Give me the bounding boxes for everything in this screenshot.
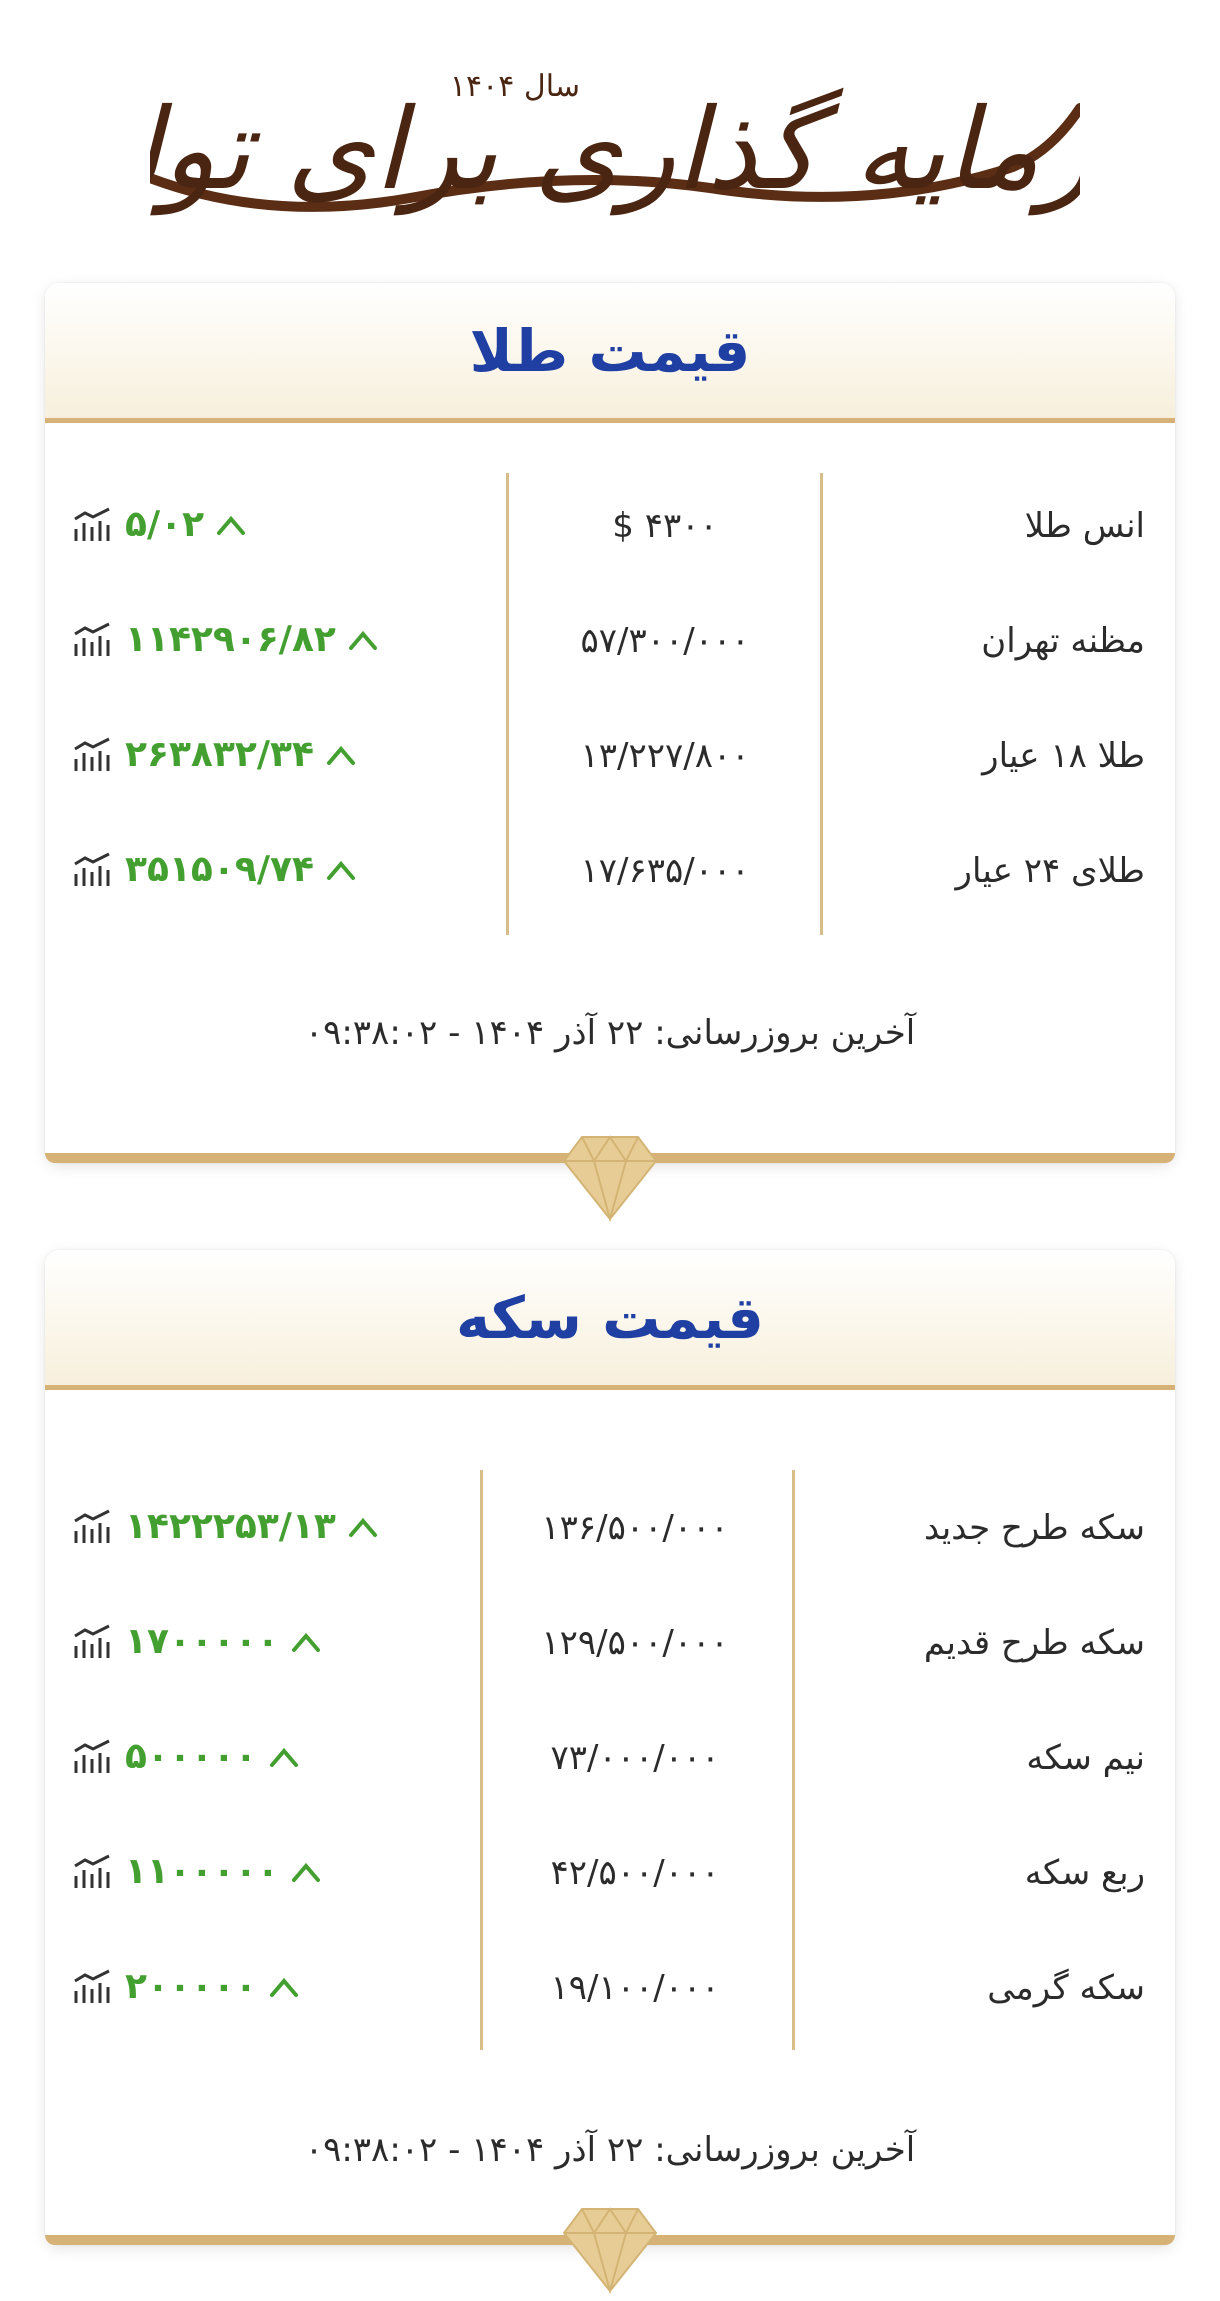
item-name: نیم سکه bbox=[1026, 1738, 1145, 1778]
item-price: ۱۳/۲۲۷/۸۰۰ bbox=[580, 736, 750, 776]
item-name: طلا ۱۸ عیار bbox=[982, 736, 1145, 776]
slogan-banner bbox=[150, 48, 1080, 248]
table-row bbox=[45, 1605, 1175, 1685]
bar-chart-icon[interactable] bbox=[73, 1739, 113, 1775]
item-change bbox=[73, 1506, 378, 1547]
table-row bbox=[45, 1835, 1175, 1915]
change-value: ۱۴۲۲۲۵۳/۱۳ bbox=[125, 1506, 336, 1547]
item-price: ۱۲۹/۵۰۰/۰۰۰ bbox=[541, 1623, 729, 1663]
item-change bbox=[73, 1736, 299, 1777]
coin-card-header bbox=[45, 1250, 1175, 1390]
bar-chart-icon[interactable] bbox=[73, 737, 113, 773]
change-value: ۱۱۰۰۰۰۰ bbox=[125, 1851, 279, 1892]
diamond-icon bbox=[562, 2205, 658, 2295]
item-name: انس طلا bbox=[1024, 506, 1145, 546]
table-row bbox=[45, 1490, 1175, 1570]
item-name: ربع سکه bbox=[1024, 1853, 1145, 1893]
gold-card-header bbox=[45, 283, 1175, 423]
item-name: طلای ۲۴ عیار bbox=[955, 851, 1145, 891]
table-row bbox=[45, 1950, 1175, 2030]
bar-chart-icon[interactable] bbox=[73, 1509, 113, 1545]
coin-price-card bbox=[45, 1250, 1175, 2245]
item-price: ۵۷/۳۰۰/۰۰۰ bbox=[580, 621, 750, 661]
item-change bbox=[73, 1621, 321, 1662]
table-row bbox=[45, 603, 1175, 683]
item-change bbox=[73, 1851, 321, 1892]
chevron-up-icon bbox=[216, 513, 246, 537]
banner-year: سال ۱۴۰۴ bbox=[449, 69, 580, 104]
item-change bbox=[73, 1966, 299, 2007]
item-change bbox=[73, 734, 356, 775]
table-row bbox=[45, 718, 1175, 798]
item-price: ۴۲/۵۰۰/۰۰۰ bbox=[550, 1853, 720, 1893]
diamond-icon bbox=[562, 1133, 658, 1223]
item-change bbox=[73, 504, 246, 545]
bar-chart-icon[interactable] bbox=[73, 1624, 113, 1660]
change-value: ۵/۰۲ bbox=[125, 504, 205, 545]
chevron-up-icon bbox=[348, 628, 378, 652]
banner-slogan: مایه گذاری برای تو bbox=[161, 85, 1040, 215]
gold-card-title: قیمت طلا bbox=[469, 316, 751, 385]
last-updated: آخرین بروزرسانی: ۲۲ آذر ۱۴۰۴ - ۰۹:۳۸:۰۲ bbox=[304, 2130, 916, 2170]
item-price: $ ۴۳۰۰ bbox=[612, 506, 718, 546]
chevron-up-icon bbox=[269, 1975, 299, 1999]
chevron-up-icon bbox=[326, 743, 356, 767]
bar-chart-icon[interactable] bbox=[73, 622, 113, 658]
change-value: ۲۶۳۸۳۲/۳۴ bbox=[125, 734, 314, 775]
item-name: سکه طرح جدید bbox=[923, 1508, 1145, 1548]
table-row bbox=[45, 488, 1175, 568]
chevron-up-icon bbox=[269, 1745, 299, 1769]
item-price: ۱۹/۱۰۰/۰۰۰ bbox=[550, 1968, 720, 2008]
item-change bbox=[73, 849, 356, 890]
item-price: ۱۳۶/۵۰۰/۰۰۰ bbox=[541, 1508, 729, 1548]
table-row bbox=[45, 1720, 1175, 1800]
change-value: ۱۷۰۰۰۰۰ bbox=[125, 1621, 279, 1662]
gold-price-card bbox=[45, 283, 1175, 1163]
chevron-up-icon bbox=[291, 1860, 321, 1884]
item-price: ۷۳/۰۰۰/۰۰۰ bbox=[550, 1738, 720, 1778]
last-updated: آخرین بروزرسانی: ۲۲ آذر ۱۴۰۴ - ۰۹:۳۸:۰۲ bbox=[304, 1013, 916, 1053]
table-row bbox=[45, 833, 1175, 913]
item-name: سکه طرح قدیم bbox=[923, 1623, 1145, 1663]
chevron-up-icon bbox=[348, 1515, 378, 1539]
bar-chart-icon[interactable] bbox=[73, 1854, 113, 1890]
chevron-up-icon bbox=[326, 858, 356, 882]
item-name: سکه گرمی bbox=[987, 1968, 1145, 2008]
bar-chart-icon[interactable] bbox=[73, 507, 113, 543]
change-value: ۲۰۰۰۰۰ bbox=[125, 1966, 257, 2007]
bar-chart-icon[interactable] bbox=[73, 1969, 113, 2005]
item-price: ۱۷/۶۳۵/۰۰۰ bbox=[580, 851, 750, 891]
change-value: ۳۵۱۵۰۹/۷۴ bbox=[125, 849, 314, 890]
change-value: ۱۱۴۲۹۰۶/۸۲ bbox=[125, 619, 336, 660]
item-change bbox=[73, 619, 378, 660]
item-name: مظنه تهران bbox=[981, 621, 1145, 661]
change-value: ۵۰۰۰۰۰ bbox=[125, 1736, 257, 1777]
coin-card-title: قیمت سکه bbox=[455, 1283, 765, 1352]
slogan-calligraphy bbox=[150, 48, 1080, 248]
chevron-up-icon bbox=[291, 1630, 321, 1654]
bar-chart-icon[interactable] bbox=[73, 852, 113, 888]
